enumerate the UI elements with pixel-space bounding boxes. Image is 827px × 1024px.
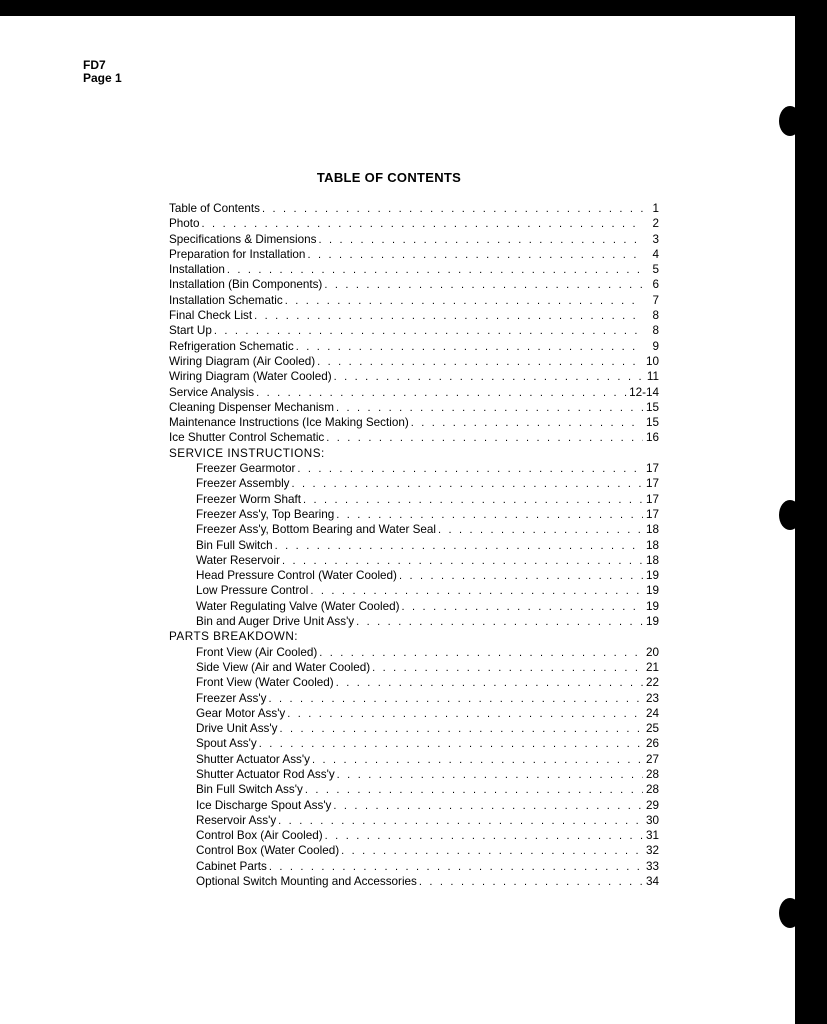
toc-entry [169,828,659,843]
dot-leader [296,340,643,355]
dot-leader [326,431,643,446]
toc-entry [169,874,659,889]
toc-entry-label: Front View (Water Cooled) [196,676,334,690]
toc-entry [169,599,659,614]
toc-entry [169,400,659,415]
dot-leader [317,355,643,370]
toc-entry [169,553,659,568]
toc-entry-label: Installation Schematic [169,293,283,307]
dot-leader [287,707,643,722]
toc-entry-label: Cabinet Parts [196,859,267,873]
dot-leader [202,217,643,232]
toc-entry-page: 28 [645,767,659,781]
toc-entry-page: 5 [652,263,659,277]
toc-entry-page: 20 [645,645,659,659]
toc-entry-page: 23 [645,691,659,705]
toc-entry-label: Cleaning Dispenser Mechanism [169,400,335,414]
toc-entry-page: 18 [645,553,659,567]
toc-entry-label: Shutter Actuator Rod Ass'y [196,767,335,781]
toc-entry-label: Freezer Worm Shaft [196,492,301,506]
toc-entry [169,507,659,522]
dot-leader [312,753,643,768]
dot-leader [324,278,643,293]
toc-entry [169,660,659,675]
toc-entry-page: 4 [652,247,659,261]
toc-entry [169,706,659,721]
toc-entry-label: Head Pressure Control (Water Cooled) [196,569,397,583]
toc-entry-label: Bin Full Switch [196,538,273,552]
toc-entry-page: 24 [645,706,659,720]
toc-entry [169,247,659,262]
dot-leader [399,569,643,584]
toc-entry-label: Water Regulating Valve (Water Cooled) [196,599,400,613]
toc-entry [169,262,659,277]
dot-leader [319,646,643,661]
table-of-contents [169,201,659,889]
toc-entry-label: Table of Contents [169,202,260,215]
dot-leader [275,539,643,554]
toc-entry [169,430,659,445]
dot-leader [305,783,643,798]
toc-entry-page: 18 [645,523,659,537]
toc-entry-page: 18 [645,538,659,552]
document-page [0,16,795,1024]
dot-leader [282,554,643,569]
dot-leader [372,661,643,676]
toc-entry-label: Front View (Air Cooled) [196,645,318,659]
toc-entry-label: Start Up [169,324,212,338]
toc-entry-page: 3 [652,232,659,246]
toc-entry-label: Wiring Diagram (Air Cooled) [169,354,316,368]
toc-entry-label: Bin and Auger Drive Unit Ass'y [196,615,355,629]
toc-entry [169,323,659,338]
binder-hole [779,898,801,928]
toc-entry [169,277,659,292]
toc-entry-page: 31 [645,829,659,843]
toc-entry [169,752,659,767]
toc-entry-page: 9 [652,339,659,353]
toc-entry-label: Photo [169,217,200,231]
toc-entry-label: Freezer Ass'y, Bottom Bearing and Water Seal [196,523,436,537]
service-instructions-list [169,461,659,629]
toc-entry [169,369,659,384]
toc-entry [169,813,659,828]
dot-leader [318,233,643,248]
toc-entry-label: Ice Shutter Control Schematic [169,431,325,445]
toc-entry-label: Bin Full Switch Ass'y [196,783,303,797]
toc-entry [169,354,659,369]
toc-entry-label: Freezer Ass'y, Top Bearing [196,507,335,521]
dot-leader [333,799,643,814]
toc-entry-page: 17 [645,507,659,521]
toc-entry [169,859,659,874]
toc-entry-label: Final Check List [169,309,253,323]
toc-entry-page: 26 [645,737,659,751]
toc-entry-page: 29 [645,798,659,812]
toc-entry-label: Side View (Air and Water Cooled) [196,660,371,674]
toc-entry-label: Installation (Bin Components) [169,278,323,292]
toc-entry-label: Shutter Actuator Ass'y [196,752,310,766]
toc-entry [169,385,659,400]
dot-leader [438,523,643,538]
toc-entry-label: Drive Unit Ass'y [196,722,278,736]
toc-entry-label: Specifications & Dimensions [169,232,317,246]
toc-entry [169,767,659,782]
toc-entry-page: 19 [645,569,659,583]
dot-leader [356,615,643,630]
toc-entry [169,675,659,690]
toc-entry-page: 8 [652,324,659,338]
toc-entry-page: 19 [645,584,659,598]
toc-entry-page: 2 [652,217,659,231]
page-number: Page 1 [83,71,122,85]
binder-hole [779,106,801,136]
toc-entry-label: Ice Discharge Spout Ass'y [196,798,332,812]
dot-leader [307,248,643,263]
toc-entry [169,645,659,660]
dot-leader [278,814,643,829]
toc-entry [169,415,659,430]
dot-leader [334,370,643,385]
toc-entry [169,522,659,537]
toc-entry [169,782,659,797]
toc-entry-page: 11 [646,370,659,384]
dot-leader [269,860,643,875]
dot-leader [402,600,643,615]
dot-leader [254,309,643,324]
toc-entry-label: Installation [169,263,225,277]
toc-entry-label: Freezer Ass'y [196,691,267,705]
toc-entry [169,721,659,736]
page-title: TABLE OF CONTENTS [316,170,462,185]
toc-entry-page: 8 [652,309,659,323]
toc-entry-page: 10 [645,354,659,368]
toc-entry [169,691,659,706]
dot-leader [411,416,643,431]
toc-entry-page: 32 [645,844,659,858]
toc-entry [169,339,659,354]
toc-entry-label: Low Pressure Control [196,584,309,598]
toc-entry-label: Control Box (Air Cooled) [196,829,323,843]
dot-leader [325,829,643,844]
toc-entry-page: 17 [645,462,659,476]
dot-leader [279,722,643,737]
dot-leader [214,324,643,339]
toc-entry [169,583,659,598]
toc-entry-label: Service Analysis [169,385,255,399]
page-header [83,59,122,85]
service-instructions-heading: SERVICE INSTRUCTIONS: [169,446,325,460]
toc-entry [169,216,659,231]
binder-hole [779,500,801,530]
toc-entry-page: 22 [645,676,659,690]
toc-entry-page: 6 [652,278,659,292]
dot-leader [256,386,627,401]
dot-leader [259,737,643,752]
dot-leader [297,462,643,477]
dot-leader [285,294,643,309]
document-code: FD7 [83,58,106,72]
dot-leader [336,508,643,523]
dot-leader [268,692,643,707]
toc-entry-page: 19 [645,599,659,613]
toc-entry-page: 1 [652,202,659,215]
toc-entry-label: Water Reservoir [196,553,280,567]
toc-entry-page: 16 [645,431,659,445]
toc-entry-label: Reservoir Ass'y [196,813,277,827]
toc-entry [169,538,659,553]
toc-entry-label: Maintenance Instructions (Ice Making Section) [169,416,409,430]
toc-entry [169,492,659,507]
toc-entry-page: 15 [645,416,659,430]
toc-entry [169,293,659,308]
toc-entry [169,568,659,583]
toc-entry-page: 15 [645,400,659,414]
parts-breakdown-heading: PARTS BREAKDOWN: [169,630,299,644]
toc-entry [169,308,659,323]
toc-entry-label: Wiring Diagram (Water Cooled) [169,370,332,384]
toc-entry-label: Preparation for Installation [169,247,306,261]
toc-entry-page: 19 [645,615,659,629]
toc-entry-label: Control Box (Water Cooled) [196,844,340,858]
toc-entry [169,798,659,813]
toc-entry-label: Freezer Assembly [196,477,290,491]
toc-entry [169,476,659,491]
toc-entry-page: 21 [645,660,659,674]
dot-leader [336,401,643,416]
toc-entry-label: Freezer Gearmotor [196,462,296,476]
toc-main-list [169,201,659,446]
toc-entry [169,614,659,629]
parts-breakdown-list [169,645,659,890]
dot-leader [310,584,643,599]
dot-leader [227,263,643,278]
dot-leader [341,844,643,859]
dot-leader [336,676,643,691]
toc-entry-page: 25 [645,722,659,736]
dot-leader [292,477,643,492]
toc-entry-page: 17 [645,492,659,506]
dot-leader [337,768,643,783]
toc-entry [169,736,659,751]
toc-entry [169,843,659,858]
dot-leader [303,493,643,508]
toc-entry [169,201,659,216]
toc-entry-label: Refrigeration Schematic [169,339,294,353]
toc-entry-page: 34 [645,875,659,889]
dot-leader [419,875,643,890]
toc-entry-page: 7 [652,293,659,307]
toc-entry-page: 17 [645,477,659,491]
toc-entry-page: 12-14 [629,385,659,399]
toc-entry-label: Optional Switch Mounting and Accessories [196,875,417,889]
toc-entry-label: Gear Motor Ass'y [196,706,286,720]
toc-entry [169,461,659,476]
toc-entry-page: 27 [645,752,659,766]
toc-entry-page: 33 [645,859,659,873]
toc-entry-page: 28 [645,783,659,797]
toc-entry [169,232,659,247]
toc-entry-label: Spout Ass'y [196,737,257,751]
toc-entry-page: 30 [645,813,659,827]
dot-leader [262,202,643,217]
